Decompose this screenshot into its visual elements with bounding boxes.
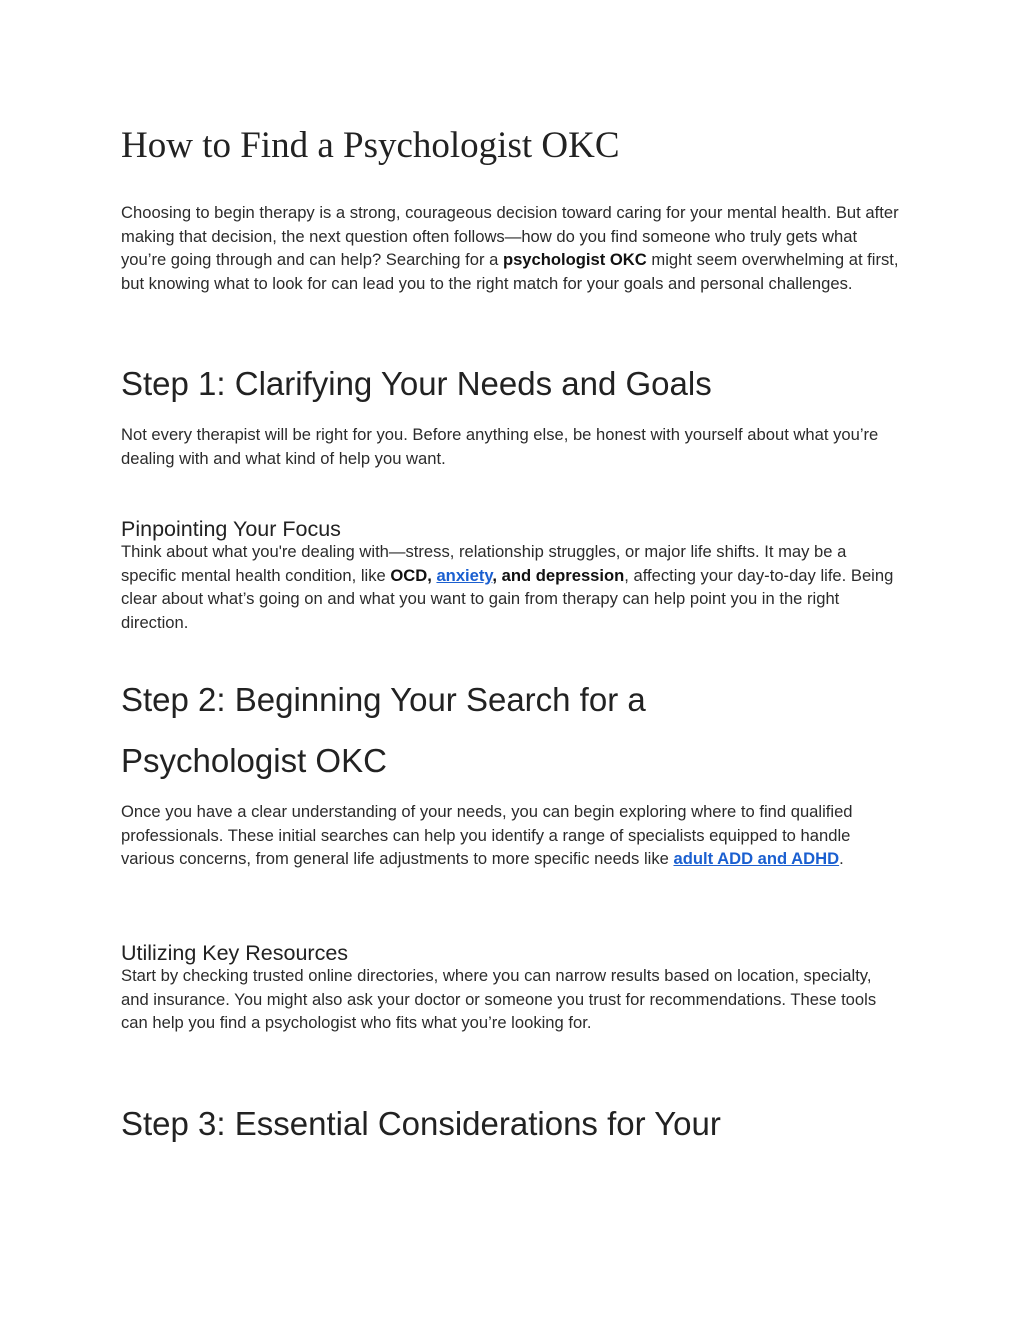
intro-bold-keyword: psychologist OKC	[502, 250, 647, 270]
step2-subheading: Utilizing Key Resources	[121, 941, 349, 965]
step3-heading: Step 3: Essential Considerations for Your	[121, 1105, 721, 1142]
step2-sub-paragraph: Start by checking trusted online directories, where you can narrow results based on location, specialty, and insurance. You might also ask your doctor or someone you trust for recommendations. These tools can help you find a psychologist who fits what you’re looking for.	[121, 966, 877, 1033]
ocd-bold: OCD,	[390, 565, 437, 585]
intro-text-2: might seem overwhelming at first, but knowing what to look for can lead you to the right match for your goals and personal challenges.	[121, 250, 899, 293]
step1-subheading: Pinpointing Your Focus	[121, 517, 341, 541]
intro-paragraph	[121, 201, 901, 295]
step1-paragraph: Not every therapist will be right for you. Before anything else, be honest with yourself about what you’re dealing with and what kind of help you want.	[121, 425, 879, 468]
step2-paragraph	[121, 800, 901, 871]
step1-sub-paragraph	[121, 540, 901, 634]
step1-heading: Step 1: Clarifying Your Needs and Goals	[121, 365, 712, 402]
depression-bold: , and depression	[492, 565, 625, 585]
intro-text-1: Choosing to begin therapy is a strong, courageous decision toward caring for your mental health. But after making that decision, the next question often follows—how do you find someone who truly gets what you’re going through and can help? Searching for a	[121, 203, 899, 270]
step1-sub-text-2: , affecting your day-to-day life. Being clear about what’s going on and what you want to gain from therapy can help point you in the right direction.	[121, 565, 894, 632]
anxiety-link[interactable]: anxiety	[436, 565, 493, 585]
step2-heading-line2: Psychologist OKC	[121, 742, 387, 779]
step1-sub-text-1: Think about what you're dealing with—stress, relationship struggles, or major life shifts. It may be a specific mental health condition, like	[121, 542, 847, 585]
step2-heading-line1: Step 2: Beginning Your Search for a	[121, 681, 646, 718]
page-title: How to Find a Psychologist OKC	[121, 125, 620, 166]
step2-text-end: .	[839, 849, 844, 869]
step2-text: Once you have a clear understanding of your needs, you can begin exploring where to find qualified professionals. These initial searches can help you identify a range of specialists equipped to handle various concerns, from general life adjustments to more specific needs like	[121, 802, 853, 869]
adult-add-adhd-link[interactable]: adult ADD and ADHD	[673, 849, 840, 869]
